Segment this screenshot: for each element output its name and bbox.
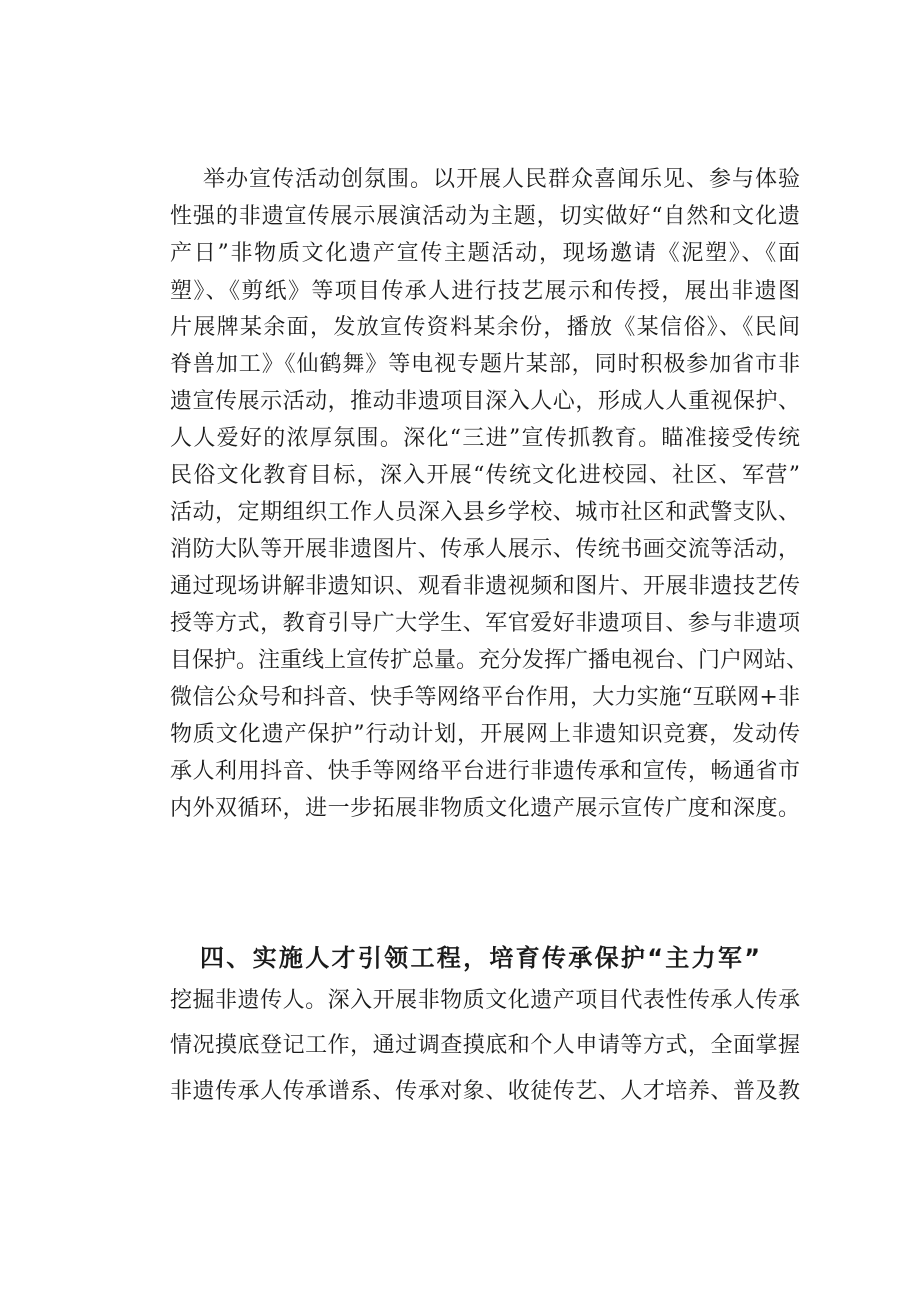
text-line: 微信公众号和抖音、快手等网络平台作用，大力实施“互联网+非 <box>170 685 800 710</box>
text-line: 脊兽加工》《仙鹤舞》等电视专题片某部，同时积极参加省市非 <box>170 352 800 377</box>
section-heading: 四、实施人才引领工程，培育传承保护“主力军” <box>200 944 760 972</box>
text-line: 非遗传承人传承谱系、传承对象、收徒传艺、人才培养、普及教 <box>170 1079 800 1104</box>
text-line: 通过现场讲解非遗知识、观看非遗视频和图片、开展非遗技艺传 <box>170 574 800 599</box>
text-line: 人人爱好的浓厚氛围。深化“三进”宣传抓教育。瞄准接受传统 <box>170 426 800 451</box>
text-line: 情况摸底登记工作，通过调查摸底和个人申请等方式，全面掌握 <box>170 1033 800 1058</box>
text-line: 授等方式，教育引导广大学生、军官爱好非遗项目、参与非遗项 <box>170 611 800 636</box>
text-line: 民俗文化教育目标，深入开展“传统文化进校园、社区、军营” <box>170 463 800 488</box>
text-line: 内外双循环，进一步拓展非物质文化遗产展示宣传广度和深度。 <box>170 796 800 821</box>
text-line: 物质文化遗产保护”行动计划，开展网上非遗知识竞赛，发动传 <box>170 722 800 747</box>
text-line: 挖掘非遗传人。深入开展非物质文化遗产项目代表性传承人传承 <box>170 988 800 1013</box>
text-line: 塑》、《剪纸》等项目传承人进行技艺展示和传授，展出非遗图 <box>170 279 800 304</box>
text-line: 性强的非遗宣传展示展演活动为主题，切实做好“自然和文化遗 <box>170 204 800 229</box>
text-line: 遗宣传展示活动，推动非遗项目深入人心，形成人人重视保护、 <box>170 389 800 414</box>
text-line: 目保护。注重线上宣传扩总量。充分发挥广播电视台、门户网站、 <box>170 648 809 673</box>
text-line: 承人利用抖音、快手等网络平台进行非遗传承和宣传，畅通省市 <box>170 759 800 784</box>
text-line: 片展牌某余面，发放宣传资料某余份，播放《某信俗》、《民间 <box>170 315 800 340</box>
text-line: 活动，定期组织工作人员深入县乡学校、城市社区和武警支队、 <box>170 500 800 525</box>
text-line: 举办宣传活动创氛围。以开展人民群众喜闻乐见、参与体验 <box>203 167 800 192</box>
text-line: 消防大队等开展非遗图片、传承人展示、传统书画交流等活动， <box>170 537 800 562</box>
text-line: 产日”非物质文化遗产宣传主题活动，现场邀请《泥塑》、《面 <box>170 241 800 266</box>
